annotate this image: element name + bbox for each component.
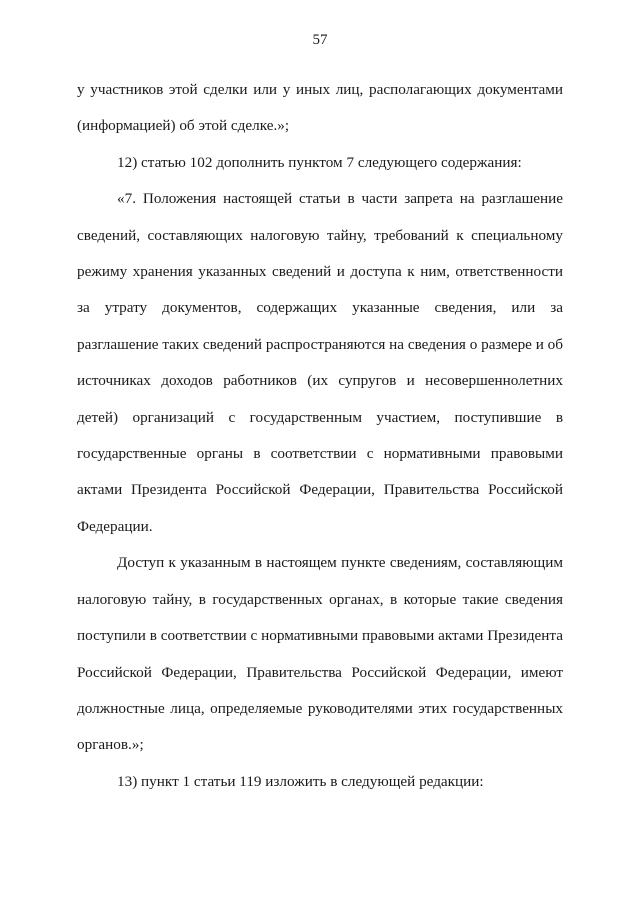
paragraph-quoted-point-7: «7. Положения настоящей статьи в части запрета на разглашение сведений, составляющих налоговую тайну, требований к специальному режиму хранения указанных сведений и доступа к ним, ответственности за утрату документов, содержащих указанные сведения, или за разглашение таких сведений распространяются на сведения о размере и об источниках доходов работников (их супругов и несовершеннолетних детей) организаций с государственным участием, поступившие в государственные органы в соответствии с нормативными правовыми актами Президента Российской Федерации, Правительства Российской Федерации.	[77, 190, 563, 535]
page-number: 57	[312, 32, 328, 48]
document-body	[77, 72, 563, 800]
paragraph-item-13: 13) пункт 1 статьи 119 изложить в следующей редакции:	[117, 772, 484, 790]
paragraph-access-provision: Доступ к указанным в настоящем пункте сведениям, составляющим налоговую тайну, в государственных органах, в которые такие сведения поступили в соответствии с нормативными правовыми актами Президента Российской Федерации, Правительства Российской Федерации, имеют должностные лица, определяемые руководителями этих государственных органов.»;	[77, 554, 563, 754]
paragraph-continuation: у участников этой сделки или у иных лиц, располагающих документами (информацией) об этой сделке.»;	[77, 81, 563, 135]
paragraph-item-12: 12) статью 102 дополнить пунктом 7 следующего содержания:	[117, 153, 522, 171]
